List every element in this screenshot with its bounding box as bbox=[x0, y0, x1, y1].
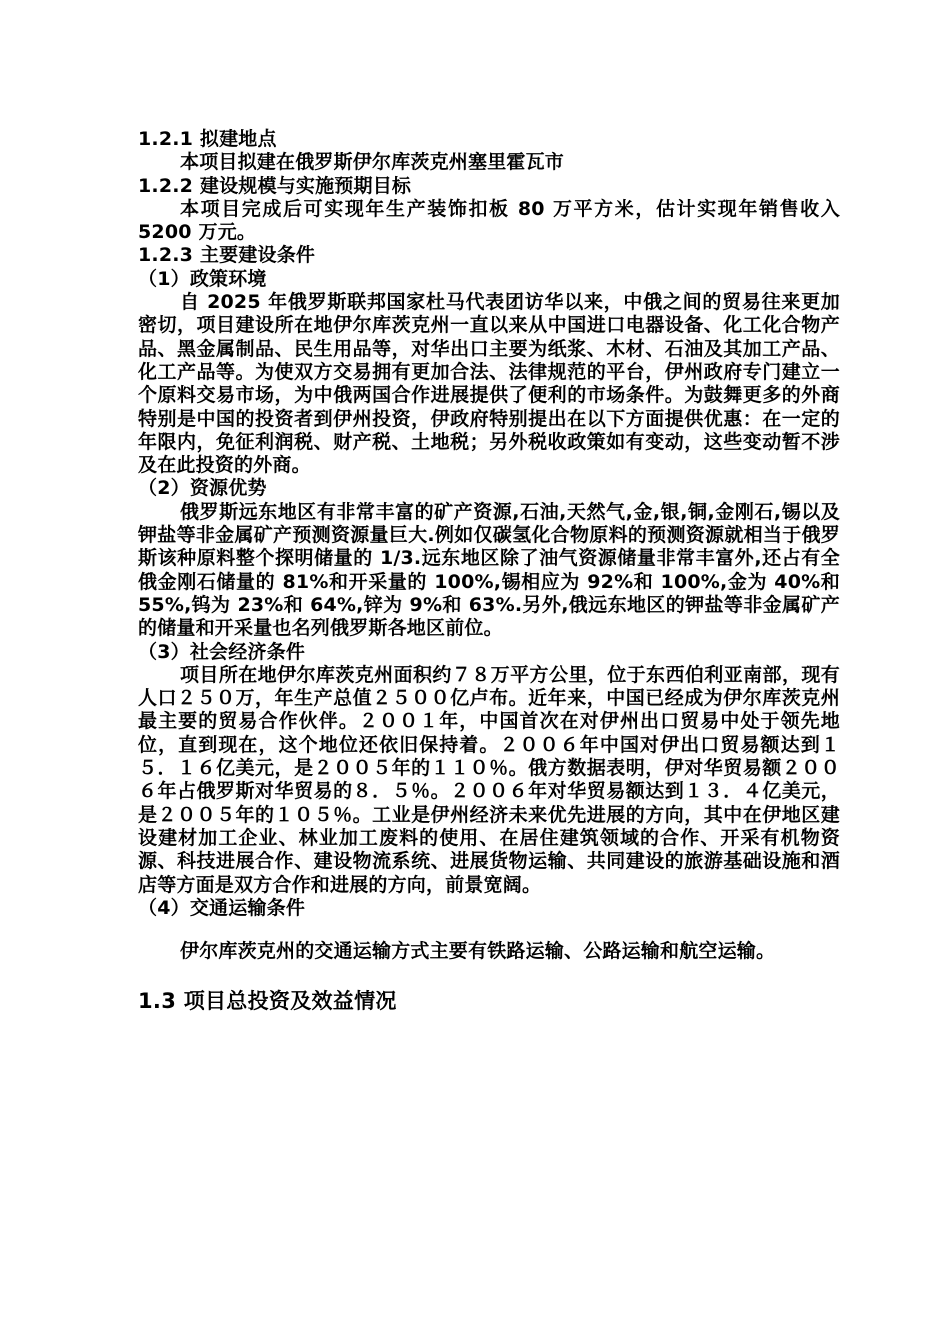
heading-1-3: 1.3 项目总投资及效益情况 bbox=[138, 989, 397, 1014]
subheading-policy: （1）政策环境 bbox=[138, 267, 267, 290]
paragraph-scale: 本项目完成后可实现年生产装饰扣板 80 万平方米，估计实现年销售收入 5200 万元。 bbox=[138, 197, 840, 244]
subheading-resources: （2）资源优势 bbox=[138, 477, 267, 500]
paragraph-policy: 自 2025 年俄罗斯联邦国家杜马代表团访华以来，中俄之间的贸易往来更加密切，项目建设所在地伊尔库茨克州一直以来从中国进口电器设备、化工化合物产品、黑金属制品、民生用品等，对华出口主要为纸浆、木材、石油及其加工产品、化工产品等。为使双方交易拥有更加合法、法律规范的平台，伊州政府专门建立一个原料交易市场，为中俄两国合作进展提供了便利的市场条件。为鼓舞更多的外商特别是中国的投资者到伊州投资，伊政府特别提出在以下方面提供优惠：在一定的年限内，免征利润税、财产税、土地税；另外税收政策如有变动，这些变动暂不涉及在此投资的外商。 bbox=[138, 291, 840, 477]
subheading-transport: （4）交通运输条件 bbox=[138, 896, 306, 919]
paragraph-transport: 伊尔库茨克州的交通运输方式主要有铁路运输、公路运输和航空运输。 bbox=[180, 940, 776, 963]
subheading-socioeconomic: （3）社会经济条件 bbox=[138, 640, 306, 663]
paragraph-socioeconomic: 项目所在地伊尔库茨克州面积约７８万平方公里，位于东西伯利亚南部，现有人口２５０万，年生产总值２５００亿卢布。近年来，中国已经成为伊尔库茨克州最主要的贸易合作伙伴。２００１年，中国首次在对伊州出口贸易中处于领先地位，直到现在，这个地位还依旧保持着。２００６年中国对伊出口贸易额达到１５．１６亿美元，是２００５年的１１０％。俄方数据表明，伊对华贸易额２００６年占俄罗斯对华贸易的８．５％。２００６年对华贸易额达到１３．４亿美元，是２００５年的１０５％。工业是伊州经济未来优先进展的方向，其中在伊地区建设建材加工企业、林业加工废料的使用、在居住建筑领域的合作、开采有机物资源、科技进展合作、建设物流系统、进展货物运输、共同建设的旅游基础设施和酒店等方面是双方合作和进展的方向，前景宽阔。 bbox=[138, 663, 840, 896]
document-page bbox=[138, 128, 840, 1016]
paragraph-site: 本项目拟建在俄罗斯伊尔库茨克州塞里霍瓦市 bbox=[180, 151, 565, 174]
paragraph-resources: 俄罗斯远东地区有非常丰富的矿产资源,石油,天然气,金,银,铜,金刚石,锡以及钾盐等非金属矿产预测资源量巨大.例如仅碳氢化合物原料的预测资源就相当于俄罗斯该种原料整个探明储量的 1/3.远东地区除了油气资源储量非常丰富外,还占有全俄金刚石储量的 81%和开采量的 100%,锡相应为 92%和 100%,金为 40%和 55%,钨为 23%和 64%,锌为 9%和 63%.另外,俄远东地区的钾盐等非金属矿产的储量和开采量也名列俄罗斯各地区前位。 bbox=[138, 500, 840, 640]
heading-1-2-1: 1.2.1 拟建地点 bbox=[138, 128, 277, 150]
heading-1-2-3: 1.2.3 主要建设条件 bbox=[138, 244, 316, 267]
heading-1-2-2: 1.2.2 建设规模与实施预期目标 bbox=[138, 174, 412, 197]
